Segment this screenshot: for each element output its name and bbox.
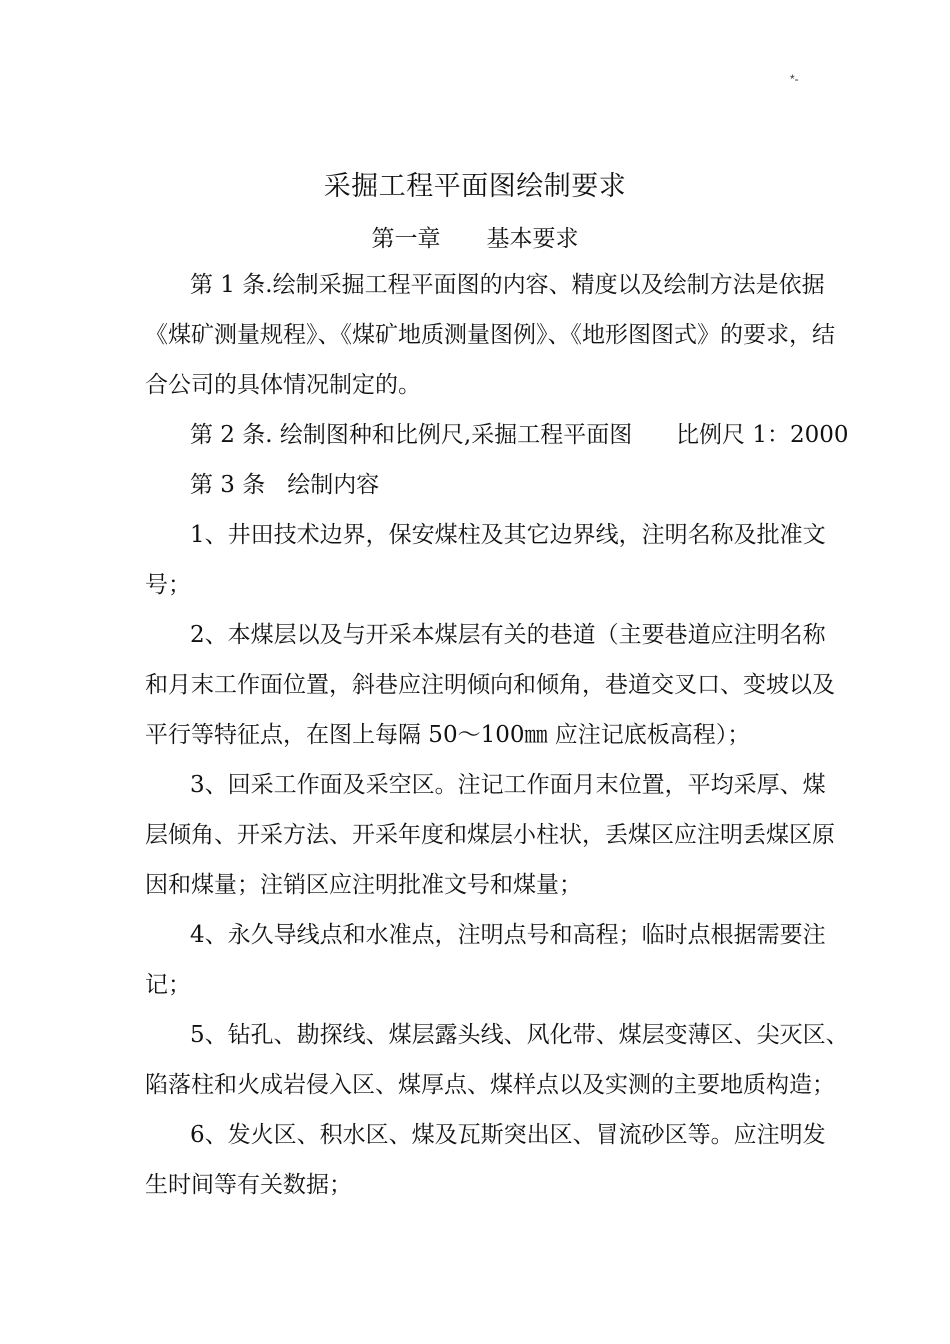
item-6-line-1: 6、发火区、积水区、煤及瓦斯突出区、冒流砂区等。应注明发 bbox=[190, 1122, 826, 1148]
document-title: 采掘工程平面图绘制要求 bbox=[323, 171, 627, 202]
item-2-line-2: 和月末工作面位置，斜巷应注明倾向和倾角，巷道交叉口、变坡以及 bbox=[145, 672, 835, 698]
item-2-line-1: 2、本煤层以及与开采本煤层有关的巷道（主要巷道应注明名称 bbox=[190, 622, 826, 648]
article-3-heading: 第 3 条 绘制内容 bbox=[190, 472, 380, 498]
page-header-mark: *- bbox=[790, 72, 799, 86]
item-5-line-2: 陷落柱和火成岩侵入区、煤厚点、煤样点以及实测的主要地质构造； bbox=[145, 1072, 835, 1098]
article-1-line-3: 合公司的具体情况制定的。 bbox=[145, 372, 421, 398]
item-4-line-2: 记； bbox=[145, 972, 191, 998]
article-1-line-2: 《煤矿测量规程》、《煤矿地质测量图例》、《地形图图式》的要求，结 bbox=[145, 322, 835, 348]
item-4-line-1: 4、永久导线点和水准点，注明点号和高程；临时点根据需要注 bbox=[190, 922, 826, 948]
chapter-name: 基本要求 bbox=[486, 226, 579, 252]
item-3-line-2: 层倾角、开采方法、开采年度和煤层小柱状，丢煤区应注明丢煤区原 bbox=[145, 822, 835, 848]
article-1-line-1: 第 1 条.绘制采掘工程平面图的内容、精度以及绘制方法是依据 bbox=[190, 272, 825, 298]
chapter-number: 第一章 bbox=[371, 226, 441, 252]
chapter-heading bbox=[0, 220, 950, 253]
item-1-line-2: 号； bbox=[145, 572, 191, 598]
item-2-line-3: 平行等特征点，在图上每隔 50～100㎜ 应注记底板高程）； bbox=[145, 722, 751, 748]
item-6-line-2: 生时间等有关数据； bbox=[145, 1172, 352, 1198]
item-3-line-3: 因和煤量；注销区应注明批准文号和煤量； bbox=[145, 872, 582, 898]
article-2-line: 第 2 条. 绘制图种和比例尺,采掘工程平面图 比例尺 1：2000 bbox=[190, 422, 849, 448]
item-1-line-1: 1、井田技术边界，保安煤柱及其它边界线，注明名称及批准文 bbox=[190, 522, 826, 548]
item-5-line-1: 5、钻孔、勘探线、煤层露头线、风化带、煤层变薄区、尖灭区、 bbox=[190, 1022, 849, 1048]
item-3-line-1: 3、回采工作面及采空区。注记工作面月末位置，平均采厚、煤 bbox=[190, 772, 826, 798]
